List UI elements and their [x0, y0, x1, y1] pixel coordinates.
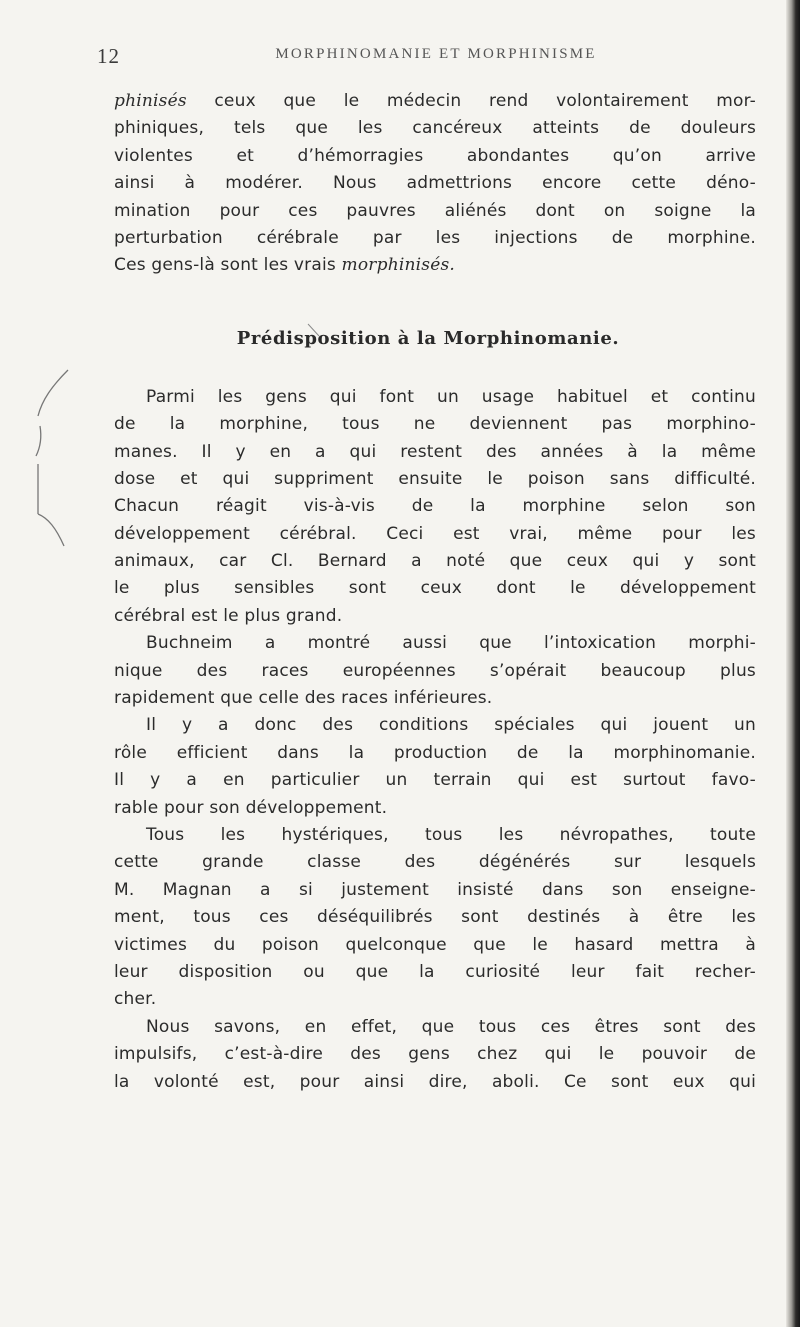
- page-binding-edge: [786, 0, 800, 1327]
- text-line: impulsifs, c’est-à-dire des gens chez qui le pouvoir de: [114, 1044, 756, 1065]
- text-line: victimes du poison quelconque que le hasard mettra à: [114, 934, 756, 955]
- page-number: 12: [97, 44, 120, 68]
- text-line: Tous les hystériques, tous les névropathes, toute: [146, 824, 756, 845]
- text-line: animaux, car Cl. Bernard a noté que ceux qui y sont: [114, 551, 756, 572]
- text-line: de la morphine, tous ne deviennent pas morphino-: [114, 414, 756, 435]
- text-line: rapidement que celle des races inférieures.: [114, 688, 493, 709]
- text-line: ment, tous ces déséquilibrés sont destinés à être les: [114, 907, 756, 928]
- text-line: [114, 88, 756, 115]
- text-line: cette grande classe des dégénérés sur lesquels: [114, 852, 756, 873]
- italic-word: morphinisés.: [341, 255, 455, 276]
- text-line: Il y a en particulier un terrain qui est surtout favo-: [114, 770, 756, 791]
- line-text: Ces gens-là sont les vrais: [114, 255, 342, 276]
- header-title: MORPHINOMANIE ET MORPHINISME: [275, 46, 597, 62]
- paragraph-6: [114, 1014, 756, 1096]
- text-line: Parmi les gens qui font un usage habituel et continu: [146, 386, 756, 407]
- text-line: Buchneim a montré aussi que l’intoxication morphi-: [146, 633, 756, 654]
- paragraph-3: [114, 630, 756, 712]
- line-text: ceux que le médecin rend volontairement mor-: [186, 91, 756, 111]
- text-line: violentes et d’hémorragies abondantes qu’on arrive: [114, 145, 756, 166]
- text-line: le plus sensibles sont ceux dont le développement: [114, 578, 756, 599]
- text-line: M. Magnan a si justement insisté dans son enseigne-: [114, 879, 756, 900]
- text-line: nique des races européennes s’opérait beaucoup plus: [114, 660, 756, 681]
- running-head: [97, 44, 757, 72]
- text-line: ainsi à modérer. Nous admettrions encore cette déno-: [114, 173, 756, 194]
- paragraph-1: [114, 88, 756, 280]
- text-line: perturbation cérébrale par les injections de morphine.: [114, 227, 756, 248]
- text-line: dose et qui suppriment ensuite le poison sans difficulté.: [114, 468, 756, 489]
- text-line: manes. Il y en a qui restent des années à la même: [114, 441, 756, 462]
- text-line: Il y a donc des conditions spéciales qui jouent un: [146, 715, 756, 736]
- text-line: cher.: [114, 989, 157, 1010]
- text-line: cérébral est le plus grand.: [114, 605, 343, 626]
- text-line: Nous savons, en effet, que tous ces êtres sont des: [146, 1016, 756, 1037]
- text-line: rable pour son développement.: [114, 797, 388, 818]
- paragraph-4: [114, 712, 756, 822]
- body-text: [114, 88, 756, 1096]
- margin-bracket-mark: [30, 368, 90, 558]
- paragraph-5: [114, 822, 756, 1014]
- text-line: [114, 252, 756, 279]
- italic-word: phinisés: [114, 91, 187, 111]
- paragraph-2: [114, 384, 756, 631]
- text-line: Chacun réagit vis-à-vis de la morphine selon son: [114, 496, 756, 517]
- text-line: mination pour ces pauvres aliénés dont on soigne la: [114, 200, 756, 221]
- text-line: développement cérébral. Ceci est vrai, même pour les: [114, 523, 756, 544]
- text-line: rôle efficient dans la production de la morphinomanie.: [114, 742, 756, 763]
- text-line: phiniques, tels que les cancéreux atteints de douleurs: [114, 118, 756, 139]
- text-line: leur disposition ou que la curiosité leur fait recher-: [114, 961, 756, 982]
- text-line: la volonté est, pour ainsi dire, aboli. Ce sont eux qui: [114, 1071, 756, 1092]
- section-title: Prédisposition à la Morphinomanie.: [236, 327, 620, 349]
